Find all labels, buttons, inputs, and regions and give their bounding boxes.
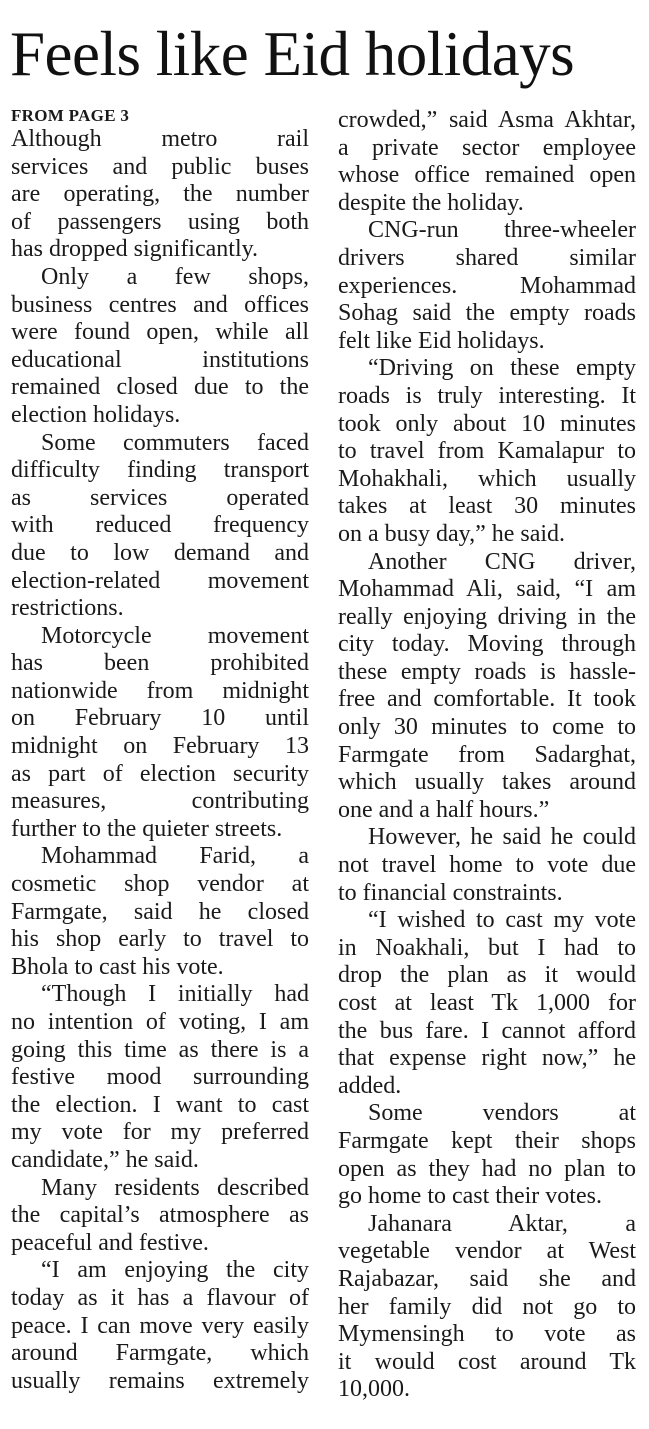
text-line: educational institutions	[11, 346, 309, 373]
text-line: peace. I can move very easily	[11, 1312, 309, 1339]
text-line: on February 10 until	[11, 705, 309, 732]
text-line: vegetable vendor at West	[338, 1238, 636, 1265]
text-line: to travel from Kamalapur to	[338, 438, 636, 465]
text-line: the election. I want to cast	[11, 1091, 309, 1118]
text-line: cost at least Tk 1,000 for	[338, 990, 636, 1016]
text-line: one and a half hours.”	[338, 796, 550, 823]
text-line: Farmgate from Sadarghat,	[338, 741, 636, 768]
text-line: his shop early to travel to	[11, 926, 309, 953]
text-line: Farmgate kept their shops	[338, 1127, 636, 1154]
text-line: election-related movement	[11, 567, 309, 594]
text-line: which usually takes around	[338, 769, 636, 796]
text-line: my vote for my preferred	[11, 1119, 309, 1146]
text-line: midnight on February 13	[11, 733, 309, 760]
left-column-body	[11, 126, 309, 1395]
text-line: felt like Eid holidays.	[338, 327, 545, 354]
text-line: difficulty finding transport	[11, 457, 309, 484]
text-line: as services operated	[11, 484, 309, 511]
text-line: “Though I initially had	[41, 981, 309, 1008]
text-line: a private sector employee	[338, 134, 636, 161]
text-line: really enjoying driving in the	[338, 603, 636, 630]
text-line: peaceful and festive.	[11, 1229, 209, 1256]
text-line: the bus fare. I cannot afford	[338, 1017, 636, 1044]
text-line: go home to cast their votes.	[338, 1183, 602, 1210]
text-line: on a busy day,” he said.	[338, 520, 566, 547]
text-line: experiences. Mohammad	[338, 272, 636, 299]
text-line: no intention of voting, I am	[11, 1009, 309, 1035]
text-line: remained closed due to the	[11, 374, 309, 401]
text-line: crowded,” said Asma Akhtar,	[338, 107, 636, 133]
text-line: measures, contributing	[11, 788, 309, 815]
text-line: has been prohibited	[11, 650, 309, 677]
text-line: Farmgate, said he closed	[11, 898, 309, 925]
text-line: takes at least 30 minutes	[338, 493, 636, 520]
text-line: cosmetic shop vendor at	[11, 871, 309, 898]
text-line: were found open, while all	[11, 319, 309, 346]
text-line: these empty roads is hassle-	[338, 658, 636, 685]
text-line: “Driving on these empty	[368, 355, 636, 382]
text-line: services and public buses	[11, 153, 309, 180]
text-line: usually remains extremely	[11, 1367, 309, 1394]
text-line: only 30 minutes to come to	[338, 714, 636, 741]
text-line: added.	[338, 1072, 402, 1099]
text-line: city today. Moving through	[338, 631, 636, 658]
text-line: election holidays.	[11, 401, 181, 428]
text-line: of passengers using both	[11, 208, 309, 235]
article-column-right	[338, 107, 636, 1404]
text-line: Mohammad Farid, a	[41, 843, 309, 870]
text-line: drivers shared similar	[338, 244, 636, 271]
text-line: around Farmgate, which	[11, 1340, 309, 1367]
text-line: as part of election security	[11, 760, 309, 787]
text-line: Some vendors at	[368, 1100, 636, 1127]
text-line: it would cost around Tk	[338, 1348, 636, 1375]
right-column-body	[338, 107, 636, 1404]
text-line: nationwide from midnight	[11, 677, 309, 704]
text-line: further to the quieter streets.	[11, 815, 283, 842]
text-line: However, he said he could	[368, 824, 636, 851]
text-line: Motorcycle movement	[41, 622, 309, 649]
text-line: CNG-run three-wheeler	[368, 217, 636, 244]
text-line: with reduced frequency	[11, 512, 309, 539]
text-line: are operating, the number	[11, 181, 309, 208]
text-line: despite the holiday.	[338, 189, 524, 216]
text-line: Sohag said the empty roads	[338, 300, 636, 327]
text-line: open as they had no plan to	[338, 1155, 636, 1182]
text-line: restrictions.	[11, 595, 124, 622]
text-line: in Noakhali, but I had to	[338, 934, 636, 961]
text-line: took only about 10 minutes	[338, 410, 636, 437]
text-line: today as it has a flavour of	[11, 1284, 309, 1311]
text-line: that expense right now,” he	[338, 1045, 636, 1072]
text-line: free and comfortable. It took	[338, 686, 636, 713]
text-line: due to low demand and	[11, 539, 309, 566]
text-line: 10,000.	[338, 1376, 410, 1403]
text-line: Mohammad Ali, said, “I am	[338, 576, 636, 603]
text-line: Mymensingh to vote as	[338, 1321, 636, 1348]
text-line: Only a few shops,	[41, 263, 309, 290]
text-line: not travel home to vote due	[338, 852, 636, 879]
text-line: Bhola to cast his vote.	[11, 953, 224, 980]
text-line: whose office remained open	[338, 162, 636, 189]
text-line: Jahanara Aktar, a	[368, 1210, 636, 1237]
text-line: Rajabazar, said she and	[338, 1265, 636, 1292]
text-line: Some commuters faced	[41, 429, 309, 456]
text-line: her family did not go to	[338, 1293, 636, 1320]
article-column-left	[11, 106, 309, 1395]
text-line: to financial constraints.	[338, 879, 563, 906]
text-line: Although metro rail	[11, 126, 309, 152]
text-line: going this time as there is a	[11, 1036, 309, 1063]
text-line: drop the plan as it would	[338, 962, 636, 989]
text-line: has dropped significantly.	[11, 236, 259, 263]
text-line: Mohakhali, which usually	[338, 465, 636, 492]
text-line: Another CNG driver,	[368, 548, 636, 575]
text-line: Many residents described	[41, 1174, 309, 1201]
jump-label: FROM PAGE 3	[11, 106, 130, 125]
text-line: business centres and offices	[11, 291, 309, 318]
text-line: “I wished to cast my vote	[368, 907, 636, 934]
text-line: festive mood surrounding	[11, 1064, 309, 1091]
text-line: “I am enjoying the city	[41, 1257, 309, 1284]
text-line: the capital’s atmosphere as	[11, 1202, 309, 1229]
headline: Feels like Eid holidays	[10, 19, 575, 89]
text-line: candidate,” he said.	[11, 1146, 199, 1173]
text-line: roads is truly interesting. It	[338, 382, 636, 409]
